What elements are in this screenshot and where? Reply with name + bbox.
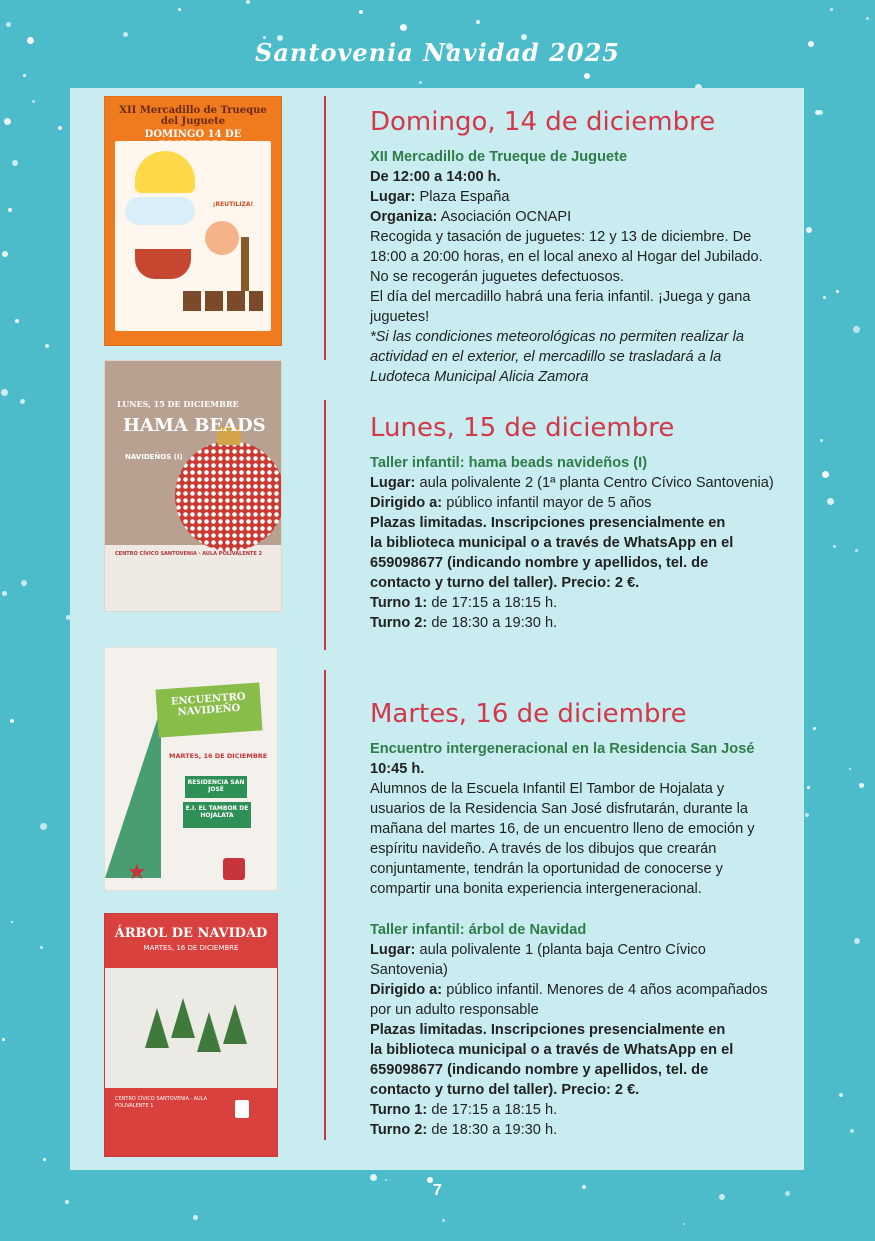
snowflake-dot: [833, 545, 836, 548]
divider-line: [324, 670, 326, 1140]
snowflake-dot: [830, 8, 833, 11]
snowflake-dot: [820, 439, 823, 442]
snowflake-dot: [40, 946, 43, 949]
poster-mercadillo-heading: XII Mercadillo de Trueque del Juguete: [119, 105, 267, 127]
lugar-value: aula polivalente 2 (1ª planta Centro Cívico Santovenia): [419, 475, 774, 491]
boat-shape: [135, 249, 191, 279]
cloud-shape: [125, 197, 195, 225]
divider-line: [324, 96, 326, 360]
snowflake-dot: [859, 783, 864, 788]
snowflake-dot: [15, 319, 19, 323]
child-figure: [205, 221, 239, 255]
lugar-label: Lugar:: [370, 475, 416, 491]
event-turno-2: [370, 613, 780, 633]
turno-value: de 18:30 a 19:30 h.: [431, 1122, 558, 1138]
event-title: XII Mercadillo de Trueque de Juguete: [370, 149, 628, 165]
snowflake-dot: [836, 290, 839, 293]
poster-encuentro-date: MARTES, 16 DE DICIEMBRE: [169, 752, 268, 760]
event-description: Alumnos de la Escuela Infantil El Tambor de Hojalata y usuarios de la Residencia San José disfrutarán, durante la mañana del martes 16, de un encuentro lleno de emoción y espíritu navideño. A través de los dibujos que crearán conjuntamente, tendrán la oportunidad de conocerse y compartir una bonita experiencia intergeneracional.: [370, 781, 755, 897]
snowflake-dot: [65, 1200, 69, 1204]
event-domingo-14: [370, 105, 780, 387]
poster-hama-footer: CENTRO CÍVICO SANTOVENIA · AULA POLIVALENTE 2: [115, 551, 262, 557]
event-martes-16-encuentro: [370, 697, 780, 899]
snowflake-dot: [4, 118, 11, 125]
poster-encuentro-tag-escuela: E.I. EL TAMBOR DE HOJALATA: [183, 802, 251, 828]
snowflake-dot: [400, 24, 407, 31]
event-date-heading: Domingo, 14 de diciembre: [370, 107, 716, 137]
poster-mercadillo-illustration: [115, 141, 271, 331]
snowflake-dot: [370, 1174, 377, 1181]
snowflake-dot: [32, 100, 35, 103]
poster-arbol-date: MARTES, 16 DE DICIEMBRE: [143, 944, 239, 952]
turno-label: Turno 1:: [370, 1102, 428, 1118]
event-organiza: [370, 207, 780, 227]
event-title: Taller infantil: hama beads navideños (I): [370, 455, 648, 471]
snowflake-dot: [2, 251, 8, 257]
event-turno-2: [370, 1120, 780, 1140]
turno-value: de 17:15 a 18:15 h.: [431, 595, 558, 611]
snowflake-dot: [827, 498, 834, 505]
snowflake-dot: [23, 74, 26, 77]
snowflake-dot: [40, 823, 47, 830]
poster-encuentro-sign-text: ENCUENTRO NAVIDEÑO: [170, 691, 246, 719]
snowflake-dot: [11, 921, 13, 923]
municipal-logo-icon: [223, 858, 245, 880]
event-turno-1: [370, 1100, 780, 1120]
snowflake-dot: [12, 160, 18, 166]
snowflake-dot: [853, 326, 860, 333]
event-body: [370, 147, 780, 387]
palm-trunk: [241, 237, 249, 297]
poster-mercadillo-date: DOMINGO 14 DE: [144, 129, 242, 140]
snowflake-dot: [178, 8, 181, 11]
turno-label: Turno 1:: [370, 595, 428, 611]
snowflake-dot: [476, 20, 480, 24]
snowflake-dot: [815, 110, 820, 115]
snowflake-dot: [2, 591, 7, 596]
snowflake-dot: [45, 344, 49, 348]
snowflake-dot: [8, 208, 12, 212]
turno-value: de 18:30 a 19:30 h.: [431, 615, 558, 631]
event-description: Recogida y tasación de juguetes: 12 y 13 de diciembre. De 18:00 a 20:00 horas, en el local anexo al Hogar del Jubilado. No se recogerán juguetes defectuosos.: [370, 229, 763, 285]
star-icon: ★: [127, 860, 147, 885]
snowflake-dot: [58, 126, 62, 130]
event-body: [370, 739, 780, 899]
page-header-title: Santovenia Navidad 2025: [255, 38, 620, 67]
municipal-logo-icon: [235, 1100, 249, 1118]
snowflake-dot: [419, 81, 422, 84]
snowflake-dot: [854, 938, 860, 944]
snowflake-dot: [683, 1223, 685, 1225]
snowflake-dot: [839, 1093, 843, 1097]
snowflake-dot: [123, 32, 128, 37]
event-lugar: [370, 940, 780, 980]
snowflake-dot: [10, 719, 14, 723]
snowflake-dot: [584, 73, 590, 79]
snowflake-dot: [385, 1179, 387, 1181]
dirigido-label: Dirigido a:: [370, 495, 443, 511]
organiza-label: Organiza:: [370, 209, 438, 225]
snowflake-dot: [806, 227, 812, 233]
poster-arbol-title: ÁRBOL DE NAVIDAD: [114, 926, 268, 941]
dirigido-value: público infantil. Menores de 4 años acompañados por un adulto responsable: [370, 982, 768, 1018]
snowflake-dot: [246, 0, 250, 4]
poster-encuentro-image: [104, 647, 278, 891]
lugar-value: Plaza España: [419, 189, 510, 205]
event-body: [370, 920, 780, 1140]
event-inscripciones: Plazas limitadas. Inscripciones presencialmente en la biblioteca municipal o a través de WhatsApp en el 659098677 (indicando nombre y apellidos, tel. de contacto y turno del taller). Precio: 2 €.: [370, 1022, 734, 1098]
snowflake-dot: [43, 1158, 46, 1161]
pinecone-tree-shape: [145, 1008, 169, 1048]
snowflake-dot: [20, 399, 25, 404]
snowflake-dot: [442, 1219, 445, 1222]
turno-label: Turno 2:: [370, 1122, 428, 1138]
poster-hama-title: HAMA BEADS: [123, 415, 266, 436]
snowflake-dot: [822, 471, 829, 478]
event-title: Taller infantil: árbol de Navidad: [370, 922, 587, 938]
snowflake-dot: [807, 786, 810, 789]
poster-hama-beads-image: [104, 360, 282, 612]
event-lugar: [370, 187, 780, 207]
event-time: De 12:00 a 14:00 h.: [370, 169, 501, 185]
event-lunes-15: [370, 411, 780, 633]
snowflake-dot: [813, 727, 816, 730]
pinecone-tree-shape: [171, 998, 195, 1038]
snowflake-dot: [21, 580, 27, 586]
turno-label: Turno 2:: [370, 615, 428, 631]
lugar-value: aula polivalente 1 (planta baja Centro Cívico Santovenia): [370, 942, 706, 978]
sun-shape: [135, 151, 195, 193]
snowflake-dot: [193, 1215, 198, 1220]
event-body: [370, 453, 780, 633]
event-weather-note: *Si las condiciones meteorológicas no permiten realizar la actividad en el exterior, el mercadillo se trasladará a la Ludoteca Municipal Alicia Zamora: [370, 329, 744, 385]
snowflake-dot: [1, 389, 8, 396]
snowflake-dot: [866, 17, 869, 20]
organiza-value: Asociación OCNAPI: [440, 209, 572, 225]
snowflake-dot: [2, 1038, 5, 1041]
event-description-2: El día del mercadillo habrá una feria infantil. ¡Juega y gana juguetes!: [370, 289, 751, 325]
event-date-heading: Martes, 16 de diciembre: [370, 699, 687, 729]
divider-line: [324, 400, 326, 650]
poster-mercadillo-image: [104, 96, 282, 346]
snowflake-dot: [850, 1129, 854, 1133]
event-title: Encuentro intergeneracional en la Residencia San José: [370, 741, 755, 757]
market-stalls: [183, 291, 263, 311]
pinecone-tree-shape: [223, 1004, 247, 1044]
poster-encuentro-tag-residencia: RESIDENCIA SAN JOSÉ: [185, 776, 247, 798]
poster-mercadillo-note: ¡REUTILIZA!: [212, 201, 254, 208]
poster-hama-subtitle: NAVIDEÑOS (I): [125, 453, 183, 461]
event-dirigido: [370, 980, 780, 1020]
snowflake-dot: [855, 549, 858, 552]
event-inscripciones: Plazas limitadas. Inscripciones presencialmente en la biblioteca municipal o a través de WhatsApp en el 659098677 (indicando nombre y apellidos, tel. de contacto y turno del taller). Precio: 2 €.: [370, 515, 734, 591]
christmas-ball-shape: [175, 441, 282, 551]
snowflake-dot: [849, 768, 851, 770]
event-turno-1: [370, 593, 780, 613]
dirigido-value: público infantil mayor de 5 años: [446, 495, 652, 511]
turno-value: de 17:15 a 18:15 h.: [431, 1102, 558, 1118]
dirigido-label: Dirigido a:: [370, 982, 443, 998]
snowflake-dot: [6, 22, 11, 27]
event-time: 10:45 h.: [370, 761, 425, 777]
poster-encuentro-sign: [155, 682, 262, 737]
poster-hama-date: LUNES, 15 DE DICIEMBRE: [117, 399, 239, 409]
event-martes-16-arbol: [370, 920, 780, 1140]
lugar-label: Lugar:: [370, 942, 416, 958]
snowflake-dot: [805, 813, 809, 817]
event-lugar: [370, 473, 780, 493]
event-dirigido: [370, 493, 780, 513]
tree-shape: [105, 708, 161, 878]
poster-arbol-photo: [105, 968, 277, 1088]
snowflake-dot: [823, 296, 826, 299]
poster-arbol-footer: CENTRO CÍVICO SANTOVENIA · AULA POLIVALENTE 1: [115, 1096, 208, 1109]
page-number: 7: [433, 1182, 442, 1199]
pinecone-tree-shape: [197, 1012, 221, 1052]
snowflake-dot: [359, 10, 363, 14]
poster-arbol-image: [104, 913, 278, 1157]
event-date-heading: Lunes, 15 de diciembre: [370, 413, 675, 443]
lugar-label: Lugar:: [370, 189, 416, 205]
